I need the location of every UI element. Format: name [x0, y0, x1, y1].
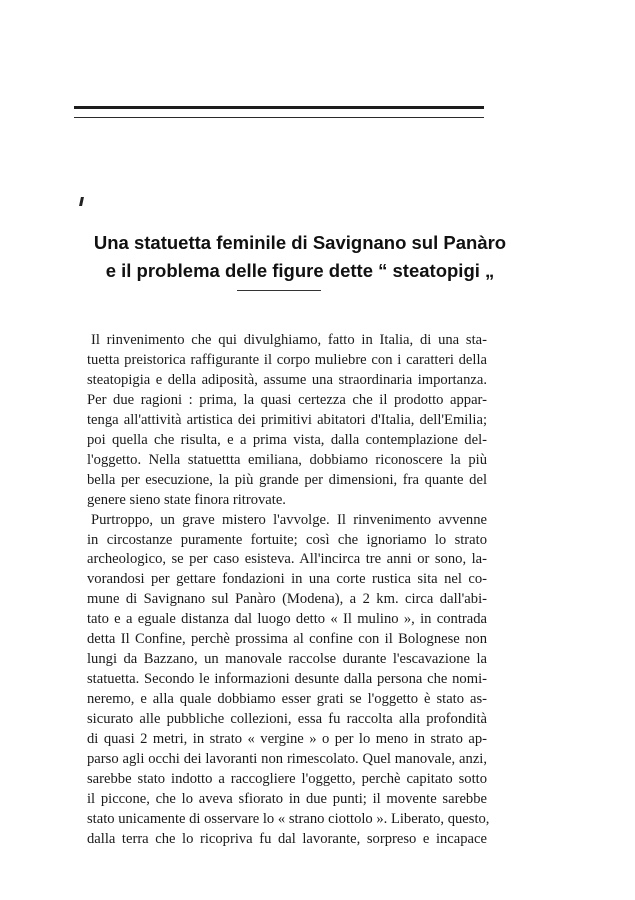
body-line: detta Il Confine, perchè prossima al confine con il Bolognese non [87, 631, 487, 647]
body-line: statuetta. Secondo le informazioni desunte dalla persona che nomi- [87, 671, 487, 687]
body-line: Il rinvenimento che qui divulghiamo, fatto in Italia, di una sta- [91, 332, 487, 348]
body-line: genere sieno state finora ritrovate. [87, 492, 286, 508]
body-line: parso agli occhi dei lavoranti non rimescolato. Quel manovale, anzi, [87, 751, 487, 767]
title-divider [237, 290, 321, 291]
body-line: tuetta preistorica raffigurante il corpo muliebre con i caratteri della [87, 352, 487, 368]
stray-ink-mark [79, 197, 84, 206]
body-line: poi quella che risulta, e a prima vista, dalla contemplazione del- [87, 432, 487, 448]
body-line: l'oggetto. Nella statuettta emiliana, dobbiamo riconoscere la più [87, 452, 487, 468]
body-line: Purtroppo, un grave mistero l'avvolge. Il rinvenimento avvenne [91, 512, 487, 528]
body-line: tato e a eguale distanza dal luogo detto « Il mulino », in contrada [87, 611, 487, 627]
body-line: stato unicamente di osservare lo « strano ciottolo ». Liberato, questo, [87, 811, 490, 827]
body-line: neremo, e alla quale dobbiamo esser grati se l'oggetto è stato as- [87, 691, 487, 707]
body-line: sarebbe stato indotto a raccogliere l'oggetto, perchè capitato sotto [87, 771, 487, 787]
body-line: in circostanze puramente fortuite; così che ignoriamo lo strato [87, 532, 487, 548]
body-line: dalla terra che lo ricopriva fu dal lavorante, sorpreso e incapace [87, 831, 487, 847]
article-title-line-1: Una statuetta feminile di Savignano sul Panàro [93, 232, 507, 253]
article-title-line-2: e il problema delle figure dette “ steatopigi „ [105, 260, 495, 281]
body-line: Per due ragioni : prima, la quasi certezza che il prodotto appar- [87, 392, 487, 408]
body-line: sicurato alle pubbliche collezioni, essa fu raccolta alla profondità [87, 711, 487, 727]
body-line: mune di Savignano sul Panàro (Modena), a 2 km. circa dall'abi- [87, 591, 487, 607]
top-rule-thin [74, 117, 484, 118]
body-line: archeologico, se per caso esisteva. All'incirca tre anni or sono, la- [87, 551, 487, 567]
body-line: tenga all'attività artistica dei primitivi abitatori d'Italia, dell'Emilia; [87, 412, 487, 428]
body-line: di quasi 2 metri, in strato « vergine » o per lo meno in strato ap- [87, 731, 487, 747]
body-line: vorandosi per gettare fondazioni in una corte rustica sita nel co- [87, 571, 487, 587]
top-rule-thick [74, 106, 484, 109]
body-line: bella per esecuzione, la più grande per dimensioni, fra quante del [87, 472, 487, 488]
body-line: steatopigia e della adiposità, assume una straordinaria importanza. [87, 372, 487, 388]
body-line: il piccone, che lo aveva sfiorato in due punti; il movente sarebbe [87, 791, 487, 807]
body-line: lungi da Bazzano, un manovale raccolse durante l'escavazione la [87, 651, 487, 667]
